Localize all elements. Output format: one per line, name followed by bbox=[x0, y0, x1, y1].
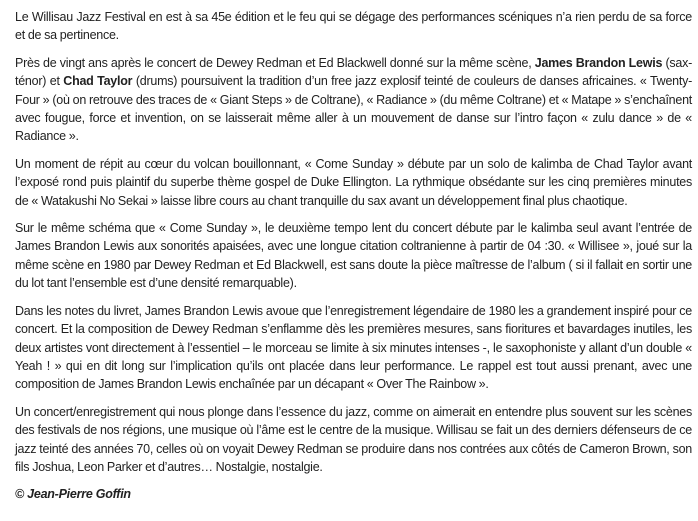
musician-name-drums: Chad Taylor bbox=[63, 74, 133, 89]
paragraph-text: Près de vingt ans après le concert de Dewey Redman et Ed Blackwell donné sur la même scène, bbox=[15, 55, 535, 70]
paragraph-come-sunday: Un moment de répit au cœur du volcan bouillonnant, « Come Sunday » débute par un solo de kalimba de Chad Taylor avant l’exposé rond puis plaintif du superbe thème gospel de Duke Ellington. La rythmique obsédante sur les cinq premières minutes de « Watakushi No Sekai » laisse libre cours au chant tranquille du sax avant un développement final plus chaotique. bbox=[15, 156, 692, 208]
paragraph-text: (drums) poursuivent la tradition d’un free jazz explosif teinté de couleurs de danses africaines. « Twenty-Four » (où on retrouve des traces de « Giant Steps » de Coltrane), « Radiance » (du même Coltrane) et « Matape » s’enchaînent avec fougue, force et invention, on se laisserait même aller à un mouvement de danse sur l’intro façon « zulu dance » de « Radiance ». bbox=[15, 74, 692, 144]
paragraph-willisee: Sur le même schéma que « Come Sunday », le deuxième tempo lent du concert débute par le kalimba seul avant l’entrée de James Brandon Lewis aux sonorités apaisées, avec une longue citation coltranienne à partir de 04 :30. « Willisee », joué sur la même scène en 1980 par Dewey Redman et Ed Blackwell, est sans doute la pièce maîtresse de l’album ( si il fallait en sortir une du lot tant l’ensemble est d’une densité remarquable). bbox=[15, 221, 692, 291]
paragraph-concert-opening bbox=[15, 54, 692, 146]
paragraph-text: (sax-ténor) et bbox=[15, 55, 692, 89]
paragraph-liner-notes: Dans les notes du livret, James Brandon Lewis avoue que l’enregistrement légendaire de 1980 les a grandement inspiré pour ce concert. Et la composition de Dewey Redman s’enflamme dès les premières mesures, sans fioritures et bavardages inutiles, les deux artistes vont directement à l’essentiel – le morceau se limite à six minutes intenses -, le saxophoniste y allant d’un double « Yeah ! » qui en dit long sur l’implication qu’ils ont placée dans leur performance. Le rappel est tout aussi prenant, avec une composition de James Brandon Lewis enchaînée par un décapant « Over The Rainbow ». bbox=[15, 303, 692, 392]
paragraph-conclusion: Un concert/enregistrement qui nous plonge dans l’essence du jazz, comme on aimerait en entendre plus souvent sur les scènes des festivals de nos régions, une musique où l’âme est le centre de la musique. Willisau se fait un des derniers défenseurs de ce jazz teinté des années 70, celles où on voyait Dewey Redman se produire dans nos contrées aux côtés de Cameron Brown, son fils Joshua, Leon Parker et d’autres… Nostalgie, nostalgie. bbox=[15, 404, 692, 474]
musician-name-sax: James Brandon Lewis bbox=[534, 55, 663, 70]
author-signature: © Jean-Pierre Goffin bbox=[15, 487, 131, 502]
paragraph-intro: Le Willisau Jazz Festival en est à sa 45e édition et le feu qui se dégage des performances scéniques n’a rien perdu de sa force et de sa pertinence. bbox=[15, 10, 692, 43]
